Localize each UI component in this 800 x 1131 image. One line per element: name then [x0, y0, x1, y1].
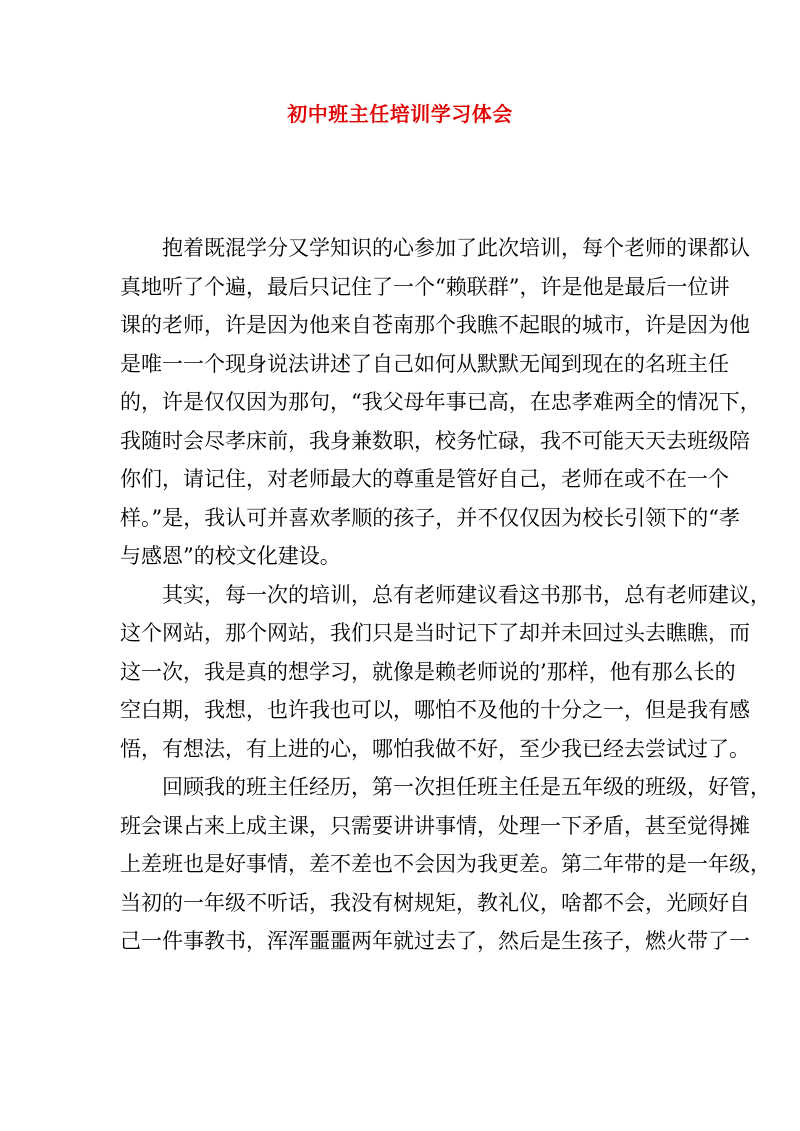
document-body [120, 229, 771, 961]
paragraph-1 [120, 229, 761, 576]
text-line: 的，许是仅仅因为那句，“我父母年事已高，在忠孝难两全的情况下， [120, 390, 761, 414]
text-line: 与感恩”的校文化建设。 [120, 544, 341, 568]
text-line: 己一件事教书，浑浑噩噩两年就过去了，然后是生孩子，燃火带了一 [120, 929, 750, 953]
text-line: 当初的一年级不听话，我没有树规矩，教礼仪，啥都不会，光顾好自 [120, 890, 750, 915]
text-line: 我随时会尽孝床前，我身兼数职，校务忙碌，我不可能天天去班级陪 [120, 428, 750, 453]
text-line: 抱着既混学分又学知识的心参加了此次培训，每个老师的课都认 [162, 236, 750, 260]
text-line: 是唯一一个现身说法讲述了自己如何从默默无闻到现在的名班主任 [120, 351, 729, 376]
text-line: 这一次，我是真的想学习，就像是赖老师说的’那样，他有那么长的 [120, 659, 736, 684]
text-line: 回顾我的班主任经历，第一次担任班主任是五年级的班级，好管， [162, 775, 771, 799]
document-title: 初中班主任培训学习体会 [287, 102, 513, 126]
text-line: 你们，请记住，对老师最大的尊重是管好自己，老师在或不在一个 [120, 467, 729, 491]
paragraph-2 [120, 576, 771, 769]
text-line: 悟，有想法，有上进的心，哪怕我做不好，至少我已经去尝试过了。 [120, 736, 750, 761]
text-line: 这个网站，那个网站，我们只是当时记下了却并未回过头去瞧瞧，而 [120, 621, 750, 645]
text-line: 课的老师，许是因为他来自苍南那个我瞧不起眼的城市，许是因为他 [120, 313, 750, 337]
paragraph-3 [120, 768, 771, 961]
text-line: 上差班也是好事情，差不差也不会因为我更差。第二年带的是一年级， [120, 852, 771, 876]
text-line: 班会课占来上成主课，只需要讲讲事情，处理一下矛盾，甚至觉得摊 [120, 813, 750, 838]
text-line: 真地听了个遍，最后只记住了一个“赖联群”，许是他是最后一位讲 [120, 274, 730, 299]
text-line: 样。”是，我认可并喜欢孝顺的孩子，并不仅仅因为校长引领下的“孝 [120, 505, 740, 530]
text-line: 其实，每一次的培训，总有老师建议看这书那书，总有老师建议， [162, 582, 771, 607]
text-line: 空白期，我想，也许我也可以，哪怕不及他的十分之一，但是我有感 [120, 698, 750, 722]
